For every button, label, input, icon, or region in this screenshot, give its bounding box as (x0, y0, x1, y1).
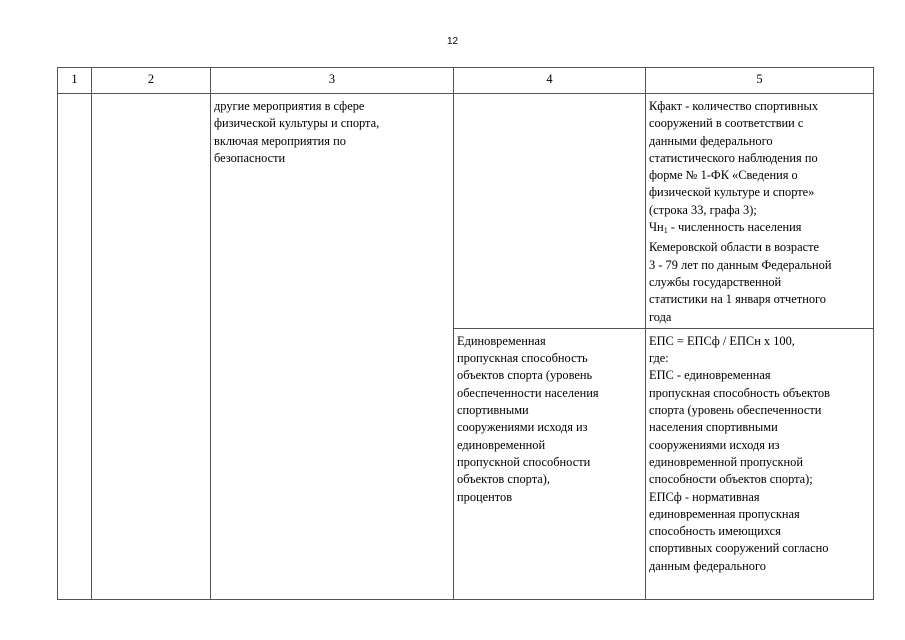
text-line: способности объектов спорта); (649, 472, 813, 487)
table-header-row (58, 68, 874, 94)
text-line: (строка 33, графа 3); (649, 202, 757, 217)
text-line: спортивных сооружений согласно (649, 541, 829, 556)
text-line: статистического наблюдения по (649, 150, 818, 165)
text-line: службы государственной (649, 274, 782, 289)
text-line: объектов спорта), (457, 472, 550, 487)
text-line: объектов спорта (уровень (457, 368, 593, 383)
cell-kfakt-formula-explanation (646, 94, 874, 329)
text-line: 3 - 79 лет по данным Федеральной (649, 257, 832, 272)
cell-indicator-empty (454, 94, 646, 329)
cell-measures-description (211, 94, 454, 600)
text-line: где: (649, 351, 669, 366)
page-number: 12 (446, 36, 459, 47)
text-line: пропускной способности (457, 454, 591, 469)
text-line: включая мероприятия по (214, 133, 346, 148)
text-line: другие мероприятия в сфере (214, 99, 365, 113)
text-line: спорта (уровень обеспеченности (649, 403, 822, 418)
chn-definition: - численность населения (667, 220, 802, 235)
text-line: способность имеющихся (649, 524, 781, 539)
header-cell-1: 1 (58, 68, 92, 94)
text-line: Кфакт - количество спортивных (649, 99, 819, 113)
chn-subscript: 1 (663, 226, 668, 236)
cell-col1 (58, 94, 92, 600)
indicator-table (57, 67, 874, 600)
header-cell-2: 2 (92, 68, 211, 94)
text-line: единовременной (457, 437, 546, 452)
text-line: года (649, 309, 672, 324)
text-line: единовременной пропускной (649, 454, 803, 469)
text-line: спортивными (457, 403, 529, 418)
text-line: пропускная способность (457, 351, 588, 366)
text-line: сооружениями исходя из (649, 437, 780, 452)
header-cell-5: 5 (646, 68, 874, 94)
text-line: ЕПС = ЕПСф / ЕПСн x 100, (649, 333, 795, 348)
text-line: Единовременная (457, 333, 546, 348)
header-cell-3: 3 (211, 68, 454, 94)
table-row (58, 94, 874, 329)
text-line: физической культуры и спорта, (214, 116, 380, 131)
text-line: процентов (457, 489, 513, 504)
text-line: Кемеровской области в возрасте (649, 240, 820, 255)
cell-indicator-eps-name (454, 328, 646, 599)
text-line: ЕПС - единовременная (649, 368, 771, 383)
text-line: сооружений в соответствии с (649, 116, 804, 131)
text-line: пропускная способность объектов (649, 385, 830, 400)
text-line: статистики на 1 января отчетного (649, 292, 827, 307)
text-line: населения спортивными (649, 420, 778, 435)
text-line-chn (649, 219, 870, 239)
text-line: форме № 1-ФК «Сведения о (649, 168, 798, 183)
cell-col2 (92, 94, 211, 600)
text-line: сооружениями исходя из (457, 420, 588, 435)
text-line: ЕПСф - нормативная (649, 489, 760, 504)
text-line: безопасности (214, 150, 286, 165)
text-line: данным федерального (649, 558, 766, 573)
text-line: единовременная пропускная (649, 506, 800, 521)
cell-eps-formula-explanation (646, 328, 874, 599)
chn-symbol: Чн (649, 220, 664, 235)
text-line: данными федерального (649, 133, 773, 148)
header-cell-4: 4 (454, 68, 646, 94)
text-line: физической культуре и спорте» (649, 185, 815, 200)
text-line: обеспеченности населения (457, 385, 599, 400)
